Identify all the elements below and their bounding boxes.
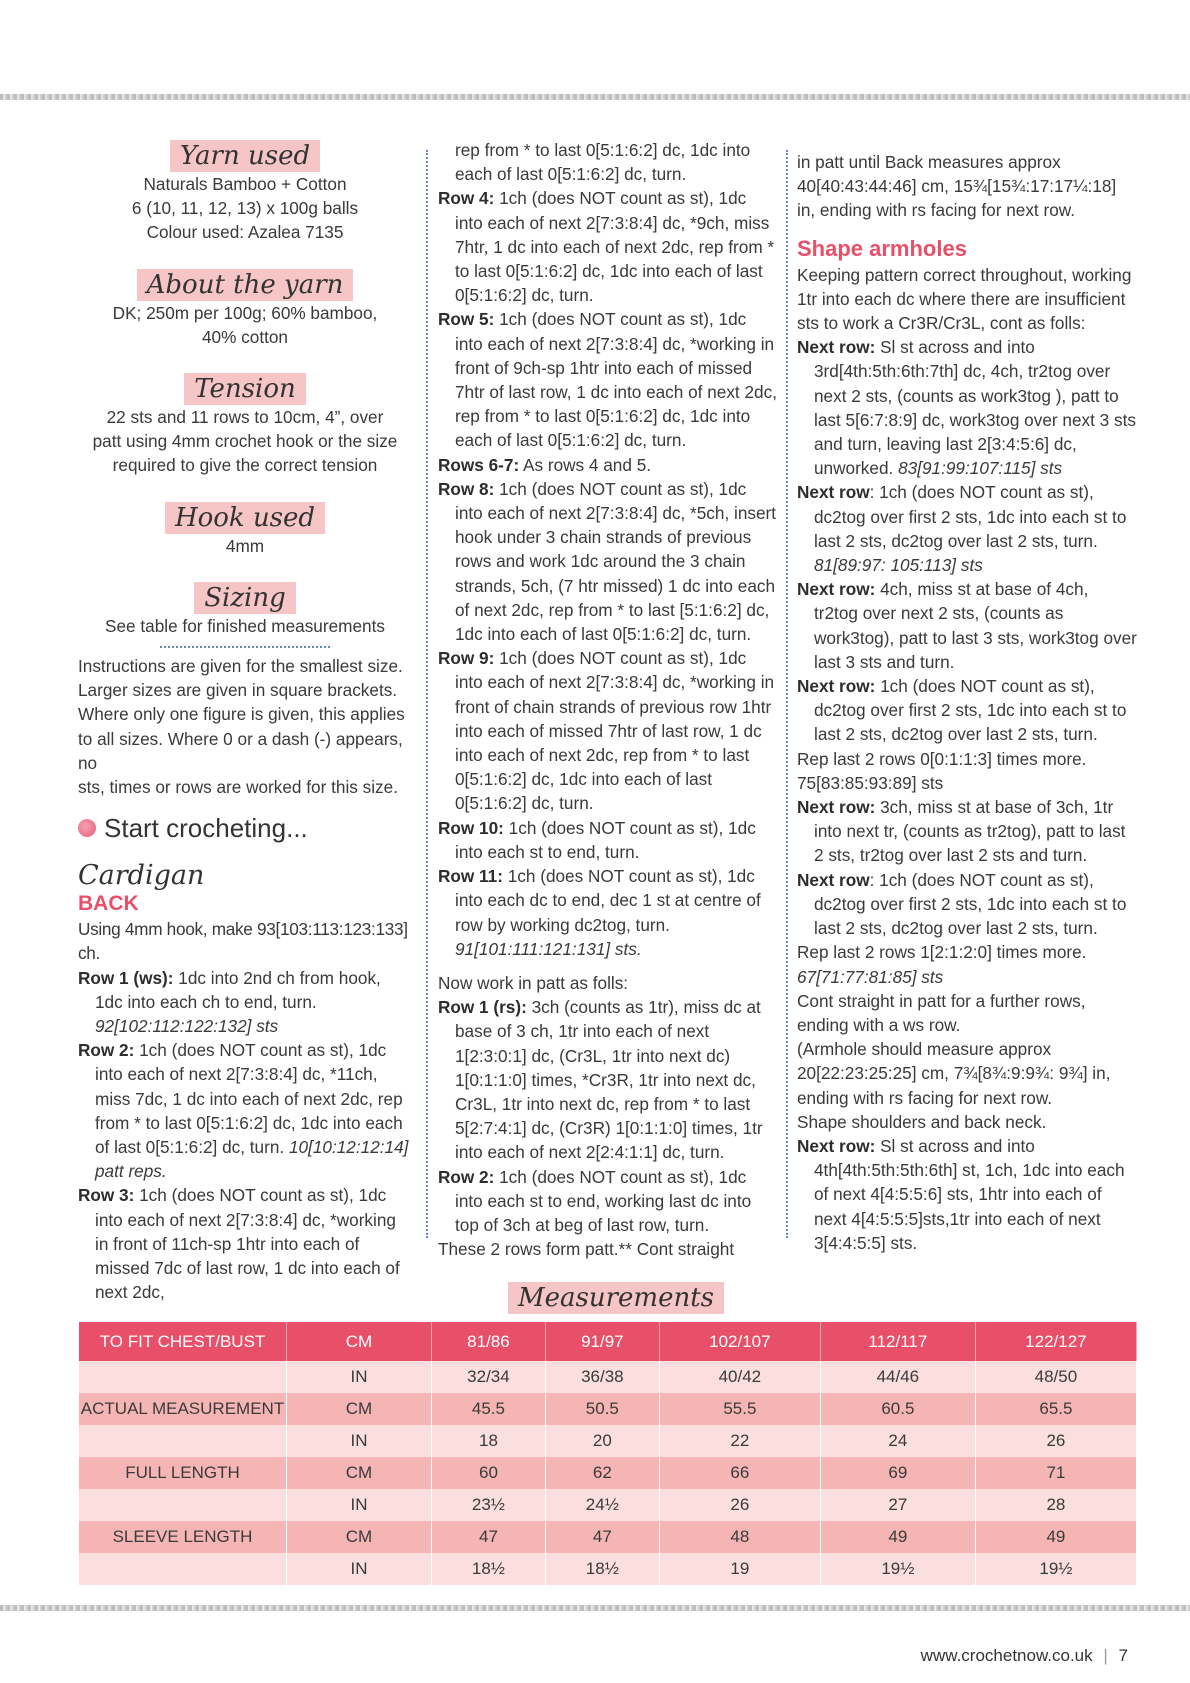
row-10: Row 10: 1ch (does NOT count as st), 1dc into each st to end, turn. bbox=[438, 817, 756, 862]
table-header-cell: CM bbox=[287, 1322, 432, 1361]
table-cell: 40/42 bbox=[659, 1361, 820, 1393]
row-9: Row 9: 1ch (does NOT count as st), 1dc into each of next 2[7:3:8:4] dc, *working in front of chain strands of previous row 1htr into each of missed 7htr of last row, 1 dc into each of next 2dc, rep from * to last 0[5:1:6:2] dc, 1dc into each of last 0[5:1:6:2] dc, turn. bbox=[438, 648, 775, 814]
table-cell: 60.5 bbox=[820, 1393, 975, 1425]
table-cell: 60 bbox=[432, 1457, 546, 1489]
hook-value: 4mm bbox=[225, 535, 265, 556]
table-cell: 47 bbox=[545, 1521, 659, 1553]
row-11: Row 11: 1ch (does NOT count as st), 1dc into each dc to end, dec 1 st at centre of row by working dc2tog, turn. 91[101:111:121:131] sts. bbox=[438, 866, 761, 959]
table-cell: 32/34 bbox=[432, 1361, 546, 1393]
instruction-line: to all sizes. Where 0 or a dash (-) appears, no bbox=[78, 728, 403, 773]
table-cell: 28 bbox=[975, 1489, 1136, 1521]
table-row bbox=[79, 1553, 1137, 1585]
tension-heading: Tension bbox=[184, 373, 306, 405]
armhole-intro: Keeping pattern correct throughout, working 1tr into each dc where there are insufficient sts to work a Cr3R/Cr3L, cont as folls: bbox=[797, 264, 1132, 334]
hook-used-heading: Hook used bbox=[165, 502, 325, 534]
table-cell: 44/46 bbox=[820, 1361, 975, 1393]
next-row-6: Next row: 1ch (does NOT count as st), dc2tog over first 2 sts, 1dc into each st to last 2 sts, dc2tog over last 2 sts, turn. bbox=[797, 869, 1127, 939]
table-cell bbox=[79, 1553, 287, 1585]
table-cell: 65.5 bbox=[975, 1393, 1136, 1425]
shape-shoulders: Shape shoulders and back neck. bbox=[797, 1111, 1047, 1132]
table-cell: 71 bbox=[975, 1457, 1136, 1489]
table-cell: 26 bbox=[975, 1425, 1136, 1457]
top-rule bbox=[0, 94, 1190, 100]
table-cell: 18 bbox=[432, 1425, 546, 1457]
cardigan-heading: Cardigan bbox=[78, 860, 205, 892]
table-cell: 27 bbox=[820, 1489, 975, 1521]
table-cell: IN bbox=[287, 1361, 432, 1393]
section-divider bbox=[160, 646, 330, 648]
table-cell bbox=[79, 1425, 287, 1457]
repeat-2: Rep last 2 rows 1[2:1:2:0] times more. bbox=[797, 942, 1087, 963]
page-number: 7 bbox=[1118, 1646, 1128, 1665]
column-divider bbox=[786, 150, 788, 1238]
table-header-cell: 91/97 bbox=[545, 1322, 659, 1361]
table-row bbox=[79, 1393, 1137, 1425]
repeat-1-count: 75[83:85:93:89] sts bbox=[797, 772, 944, 793]
repeat-1: Rep last 2 rows 0[0:1:1:3] times more. bbox=[797, 748, 1087, 769]
table-cell: 45.5 bbox=[432, 1393, 546, 1425]
instruction-line: Larger sizes are given in square brackets. bbox=[78, 680, 398, 701]
row-8: Row 8: 1ch (does NOT count as st), 1dc into each of next 2[7:3:8:4] dc, *5ch, insert hook under 3 chain strands of previous rows and work 1dc around the 3 chain strands, 5ch, (7 htr missed) 1 dc into each of next 2dc, rep from * to last [5:1:6:2] dc, 1dc into each of last 0[5:1:6:2] dc, turn. bbox=[438, 478, 777, 645]
table-row bbox=[79, 1425, 1137, 1457]
pattern-row-1: Row 1 (rs): 3ch (counts as 1tr), miss dc at base of 3 ch, 1tr into each of next 1[2:3:0:1] dc, (Cr3L, 1tr into next dc) 1[0:1:1:0] times, *Cr3R, 1tr into next dc, Cr3L, 1tr into next dc, rep from * to last 5[2:7:4:1] dc, (Cr3R) 1[0:1:1:0] times, 1tr into each of next 2[2:4:1:1] dc, turn. bbox=[438, 997, 763, 1163]
yarn-line: Colour used: Azalea 7135 bbox=[146, 222, 344, 243]
table-cell: 66 bbox=[659, 1457, 820, 1489]
table-cell: 24½ bbox=[545, 1489, 659, 1521]
table-cell: 19 bbox=[659, 1553, 820, 1585]
tension-line: 22 sts and 11 rows to 10cm, 4”, over bbox=[106, 407, 384, 428]
yarn-line: 6 (10, 11, 12, 13) x 100g balls bbox=[131, 198, 359, 219]
table-cell: ACTUAL MEASUREMENT bbox=[79, 1393, 287, 1425]
table-cell: 62 bbox=[545, 1457, 659, 1489]
table-cell: CM bbox=[287, 1457, 432, 1489]
table-cell bbox=[79, 1489, 287, 1521]
table-header-cell: 81/86 bbox=[432, 1322, 546, 1361]
table-cell: 18½ bbox=[545, 1553, 659, 1585]
sizing-value: See table for finished measurements bbox=[105, 615, 385, 636]
tension-line: patt using 4mm crochet hook or the size bbox=[92, 431, 398, 452]
table-cell: SLEEVE LENGTH bbox=[79, 1521, 287, 1553]
table-row bbox=[79, 1489, 1137, 1521]
table-cell bbox=[79, 1361, 287, 1393]
table-row bbox=[79, 1521, 1137, 1553]
middle-column bbox=[438, 138, 778, 1261]
pattern-row-2: Row 2: 1ch (does NOT count as st), 1dc into each st to end, working last dc into top of 3ch at beg of last row, turn. bbox=[438, 1166, 752, 1235]
yarn-used-heading: Yarn used bbox=[170, 140, 320, 172]
next-row-5: Next row: 3ch, miss st at base of 3ch, 1tr into next tr, (counts as tr2tog), patt to last 2 sts, tr2tog over last 2 sts and turn. bbox=[797, 797, 1126, 866]
table-header-cell: 102/107 bbox=[659, 1322, 820, 1361]
about-line: DK; 250m per 100g; 60% bamboo, bbox=[112, 302, 378, 323]
table-cell: IN bbox=[287, 1553, 432, 1585]
table-cell: 55.5 bbox=[659, 1393, 820, 1425]
table-cell: 19½ bbox=[820, 1553, 975, 1585]
continue-text: in patt until Back measures approx 40[40:43:44:46] cm, 15¾[15¾:17:17¼:18] in, ending with rs facing for next row. bbox=[797, 152, 1117, 221]
back-intro: Using 4mm hook, make 93[103:113:123:133] ch. bbox=[78, 919, 408, 964]
table-cell: 69 bbox=[820, 1457, 975, 1489]
start-heading bbox=[78, 811, 412, 845]
table-cell: CM bbox=[287, 1521, 432, 1553]
table-row bbox=[79, 1457, 1137, 1489]
repeat-2-count: 67[71:77:81:85] sts bbox=[797, 966, 944, 987]
shape-armholes-heading: Shape armholes bbox=[797, 235, 967, 261]
bottom-rule bbox=[0, 1605, 1190, 1611]
pattern-intro: Now work in patt as folls: bbox=[438, 972, 629, 993]
back-heading: BACK bbox=[78, 892, 139, 916]
table-cell: 47 bbox=[432, 1521, 546, 1553]
tension-line: required to give the correct tension bbox=[112, 455, 378, 476]
pattern-form: These 2 rows form patt.** Cont straight bbox=[438, 1239, 735, 1260]
row-3-continued: rep from * to last 0[5:1:6:2] dc, 1dc into each of last 0[5:1:6:2] dc, turn. bbox=[455, 140, 751, 185]
next-row-2: Next row: 1ch (does NOT count as st), dc2tog over first 2 sts, 1dc into each st to last 2 sts, dc2tog over last 2 sts, turn. 81[89:97: 105:113] sts bbox=[797, 482, 1127, 576]
column-divider bbox=[426, 150, 428, 1238]
table-header-cell: TO FIT CHEST/BUST bbox=[79, 1322, 287, 1361]
measurements-heading: Measurements bbox=[508, 1282, 724, 1314]
row-3: Row 3: 1ch (does NOT count as st), 1dc into each of next 2[7:3:8:4] dc, *working in front of 11ch-sp 1htr into each of missed 7dc of last row, 1 dc into each of next 2dc, bbox=[78, 1185, 400, 1303]
next-row-7: Next row: Sl st across and into 4th[4th:5th:5th:6th] st, 1ch, 1dc into each of next 4[4:5:5:6] sts, 1htr into each of next 4[4:5:5:5]sts,1tr into each of next 3[4:4:5:5] sts. bbox=[797, 1135, 1125, 1253]
footer: www.crochetnow.co.uk | 7 bbox=[920, 1646, 1128, 1665]
start-heading-text: Start crocheting... bbox=[104, 813, 308, 844]
next-row-1: Next row: Sl st across and into 3rd[4th:5th:6th:7th] dc, 4ch, tr2tog over next 2 sts, (counts as work3tog ), patt to last 5[6:7:8:9] dc, work3tog over next 3 sts and turn, leaving last 2[3:4:5:6] dc, unworked. 83[91:99:107:115] sts bbox=[797, 337, 1136, 479]
table-cell: 48/50 bbox=[975, 1361, 1136, 1393]
right-column bbox=[797, 150, 1137, 1255]
yarn-ball-icon bbox=[78, 819, 96, 837]
table-cell: CM bbox=[287, 1393, 432, 1425]
table-cell: 22 bbox=[659, 1425, 820, 1457]
yarn-line: Naturals Bamboo + Cotton bbox=[143, 174, 347, 194]
table-cell: 18½ bbox=[432, 1553, 546, 1585]
row-5: Row 5: 1ch (does NOT count as st), 1dc into each of next 2[7:3:8:4] dc, *working in front of 9ch-sp 1htr into each of missed 7htr of last row, 1 dc into each of next 2dc, rep from * to last 0[5:1:6:2] dc, 1dc into each of last 0[5:1:6:2] dc, turn. bbox=[438, 309, 777, 451]
row-1: Row 1 (ws): 1dc into 2nd ch from hook, 1dc into each ch to end, turn. 92[102:112:122:132] sts bbox=[78, 967, 381, 1037]
table-cell: 26 bbox=[659, 1489, 820, 1521]
footer-url[interactable]: www.crochetnow.co.uk bbox=[920, 1646, 1093, 1665]
table-header-row bbox=[79, 1322, 1137, 1361]
table-cell: 24 bbox=[820, 1425, 975, 1457]
left-column bbox=[78, 140, 412, 1305]
table-cell: 20 bbox=[545, 1425, 659, 1457]
measurements-table bbox=[79, 1322, 1137, 1585]
table-cell: 49 bbox=[975, 1521, 1136, 1553]
rows-6-7: Rows 6-7: As rows 4 and 5. bbox=[438, 454, 652, 475]
row-2: Row 2: 1ch (does NOT count as st), 1dc into each of next 2[7:3:8:4] dc, *11ch, miss 7dc, 1 dc into each of next 2dc, rep from * to last 0[5:1:6:2] dc, 1dc into each of last 0[5:1:6:2] dc, turn. 10[10:12:12:14] patt reps. bbox=[78, 1040, 409, 1182]
table-cell: IN bbox=[287, 1489, 432, 1521]
table-cell: 49 bbox=[820, 1521, 975, 1553]
about-line: 40% cotton bbox=[202, 326, 288, 347]
row-4: Row 4: 1ch (does NOT count as st), 1dc into each of next 2[7:3:8:4] dc, *9ch, miss 7htr, 1 dc into each of next 2dc, rep from * to last 0[5:1:6:2] dc, 1dc into each of last 0[5:1:6:2] dc, turn. bbox=[438, 188, 775, 306]
table-row bbox=[79, 1361, 1137, 1393]
table-cell: 19½ bbox=[975, 1553, 1136, 1585]
instruction-line: Where only one figure is given, this applies bbox=[78, 704, 405, 725]
table-cell: FULL LENGTH bbox=[79, 1457, 287, 1489]
table-cell: 36/38 bbox=[545, 1361, 659, 1393]
table-header-cell: 112/117 bbox=[820, 1322, 975, 1361]
table-header-cell: 122/127 bbox=[975, 1322, 1136, 1361]
continue-straight: Cont straight in patt for a further rows, ending with a ws row. bbox=[797, 990, 1086, 1035]
table-cell: 48 bbox=[659, 1521, 820, 1553]
table-cell: 50.5 bbox=[545, 1393, 659, 1425]
next-row-3: Next row: 4ch, miss st at base of 4ch, tr2tog over next 2 sts, (counts as work3tog), patt to last 3 sts, work3tog over last 3 sts and turn. bbox=[797, 579, 1137, 672]
armhole-measure: (Armhole should measure approx 20[22:23:25:25] cm, 7¾[8¾:9:9¾: 9¾] in, ending with rs facing for next row. bbox=[797, 1039, 1111, 1108]
about-yarn-heading: About the yarn bbox=[137, 269, 354, 301]
table-cell: 23½ bbox=[432, 1489, 546, 1521]
instruction-line: sts, times or rows are worked for this size. bbox=[78, 777, 398, 798]
instruction-line: Instructions are given for the smallest size. bbox=[78, 656, 403, 677]
sizing-heading: Sizing bbox=[194, 582, 296, 614]
table-cell: IN bbox=[287, 1425, 432, 1457]
next-row-4: Next row: 1ch (does NOT count as st), dc2tog over first 2 sts, 1dc into each st to last 2 sts, dc2tog over last 2 sts, turn. bbox=[797, 676, 1127, 745]
